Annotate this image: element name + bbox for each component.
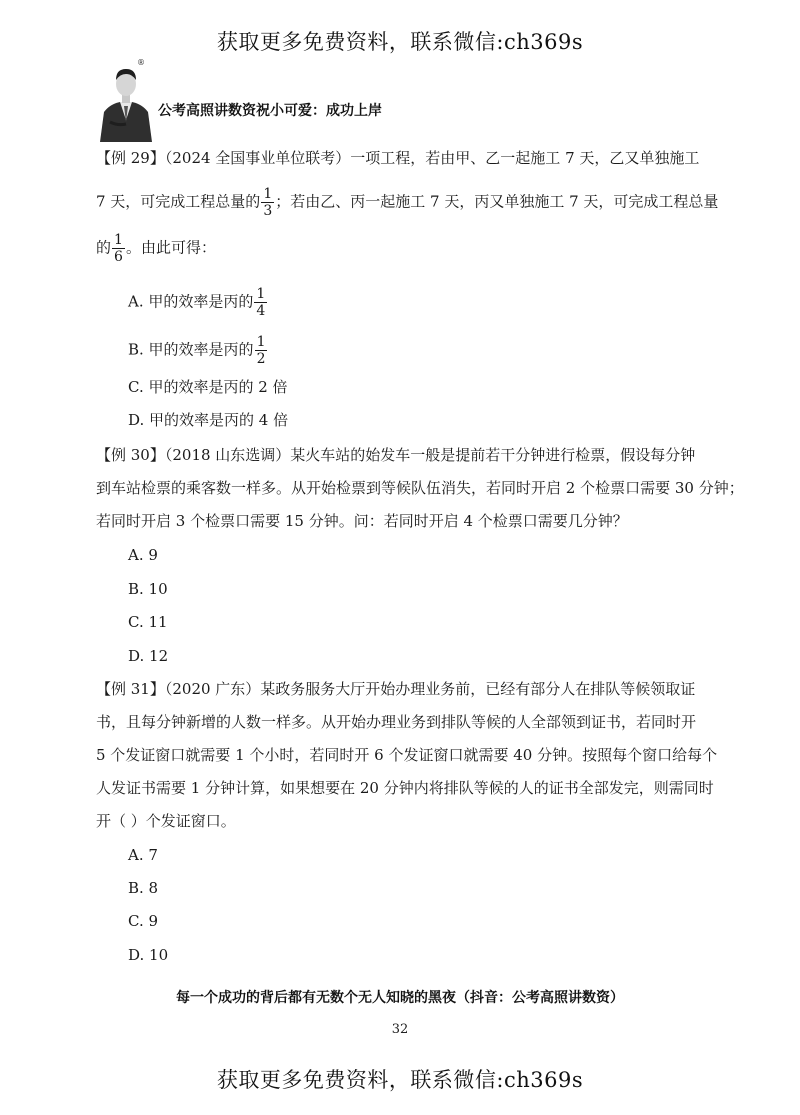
q31-option-c: C. 9 <box>128 912 159 930</box>
q30-line-2: 到车站检票的乘客数一样多。从开始检票到等候队伍消失，若同时开启 2 个检票口需要 30 分钟； <box>96 479 744 497</box>
q30-option-d: D. 12 <box>128 647 169 665</box>
presenter-photo <box>96 60 156 142</box>
q31-option-d: D. 10 <box>128 946 169 964</box>
top-banner: 获取更多免费资料，联系微信:ch369s <box>216 30 584 54</box>
fraction-one-third: $\frac{1}{3}$ <box>263 186 273 219</box>
q29-option-a: A. 甲的效率是丙的 $\frac{1}{4}$ <box>128 286 266 319</box>
fraction-one-sixth: $\frac{1}{6}$ <box>114 232 123 265</box>
header-blessing: 公考高照讲数资祝小可爱：成功上岸 <box>158 103 382 119</box>
q30-line-3: 若同时开启 3 个检票口需要 15 分钟。问：若同时开启 4 个检票口需要几分钟？ <box>96 512 628 530</box>
q29-option-b: B. 甲的效率是丙的 $\frac{1}{2}$ <box>128 334 266 367</box>
registered-mark: ® <box>137 58 145 67</box>
q29-line-1: 【例 29】（2024 全国事业单位联考）一项工程，若由甲、乙一起施工 7 天，乙又单独施工 <box>96 149 700 167</box>
fraction-one-half: $\frac{1}{2}$ <box>256 334 266 367</box>
q31-line-4: 人发证书需要 1 分钟计算，如果想要在 20 分钟内将排队等候的人的证书全部发完，则需同时 <box>96 779 714 797</box>
page-number: 32 <box>391 1022 409 1037</box>
q31-line-5: 开（ ）个发证窗口。 <box>96 812 236 830</box>
q31-option-a: A. 7 <box>128 846 158 864</box>
q29-line-2: 7 天，可完成工程总量的 $\frac{1}{3}$ ；若由乙、丙一起施工 7 天，丙又单独施工 7 天，可完成工程总量 <box>96 186 719 219</box>
q30-line-1: 【例 30】（2018 山东选调）某火车站的始发车一般是提前若干分钟进行检票，假设每分钟 <box>96 446 696 464</box>
bottom-banner: 获取更多免费资料，联系微信:ch369s <box>216 1068 584 1092</box>
q29-option-c: C. 甲的效率是丙的 2 倍 <box>128 378 288 396</box>
q29-option-d: D. 甲的效率是丙的 4 倍 <box>128 411 289 429</box>
q30-option-c: C. 11 <box>128 613 168 631</box>
q30-option-a: A. 9 <box>128 546 158 564</box>
q29-line-3: 的 $\frac{1}{6}$ 。由此可得： <box>96 232 216 265</box>
q31-option-b: B. 8 <box>128 879 159 897</box>
q31-line-3: 5 个发证窗口就需要 1 个小时，若同时开 6 个发证窗口就需要 40 分钟。按照每个窗口给每个 <box>96 746 718 764</box>
q31-line-2: 书，且每分钟新增的人数一样多。从开始办理业务到排队等候的人全部领到证书，若同时开 <box>96 713 697 731</box>
q31-line-1: 【例 31】（2020 广东）某政务服务大厅开始办理业务前，已经有部分人在排队等候领取证 <box>96 680 696 698</box>
q30-option-b: B. 10 <box>128 580 168 598</box>
fraction-one-fourth: $\frac{1}{4}$ <box>256 286 266 319</box>
footer-slogan: 每一个成功的背后都有无数个无人知晓的黑夜（抖音：公考高照讲数资） <box>176 990 624 1006</box>
